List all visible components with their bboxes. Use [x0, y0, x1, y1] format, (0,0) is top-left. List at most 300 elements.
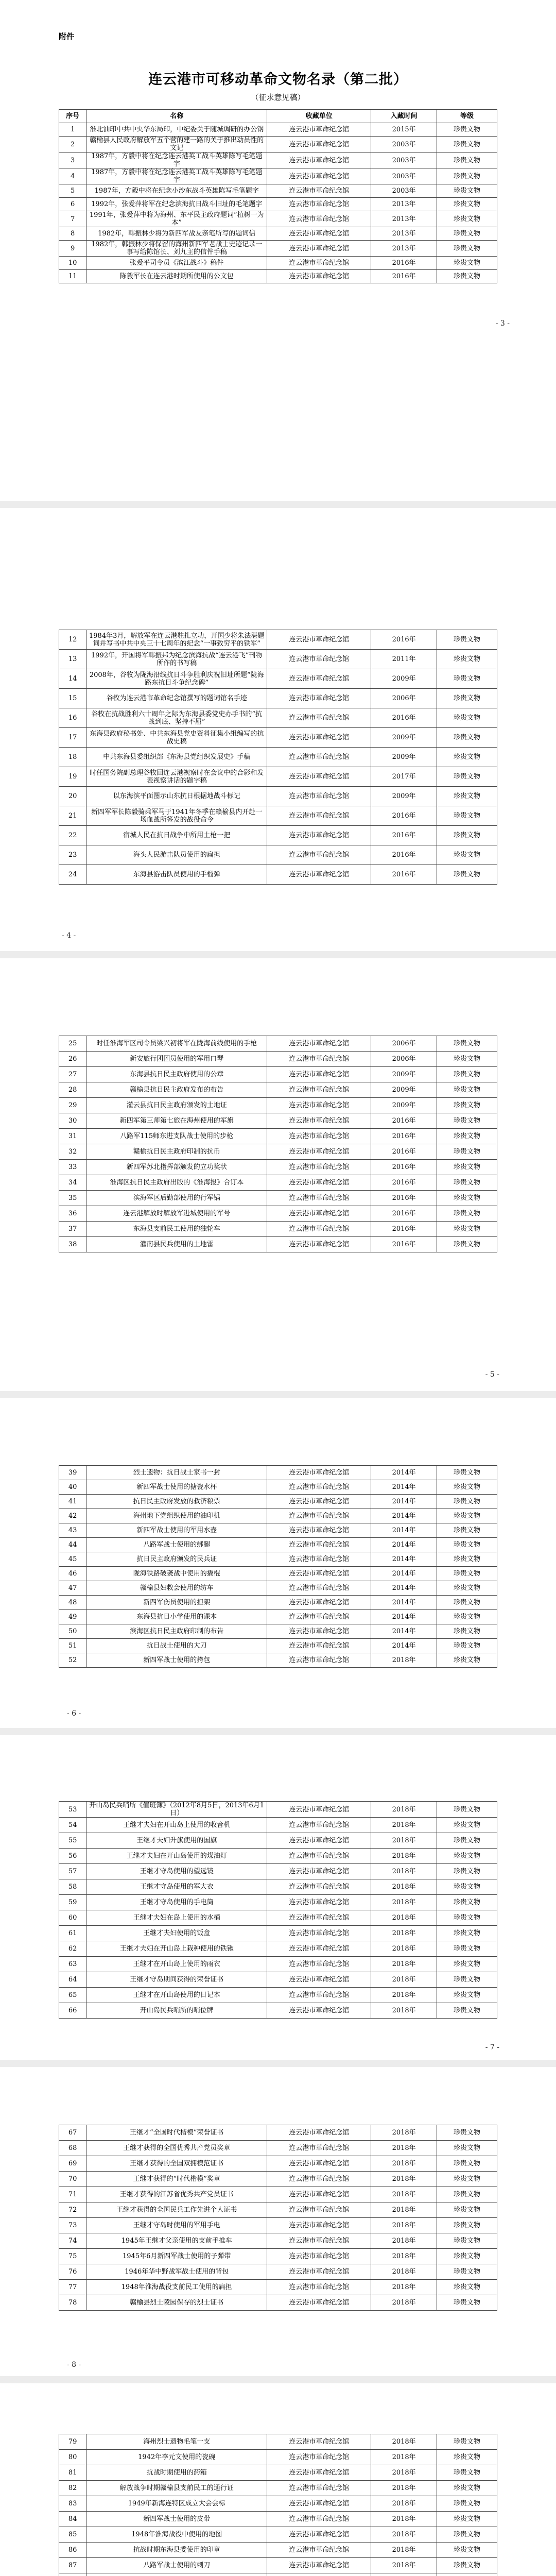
cell-name: 1982年，韩振林少将保留的海州新四军老战士史迹记录一事写给陈馆长、刘九主的信件手稿	[86, 241, 267, 257]
table-row	[59, 2172, 497, 2187]
table-row	[59, 1596, 497, 1610]
cell-name: 赣榆县人民政府解放军五个营的建一路的关于推出动员性的文记	[86, 137, 267, 152]
cell-unit: 连云港市革命纪念馆	[267, 1972, 371, 1988]
table-row	[59, 630, 497, 650]
table-row	[59, 2264, 497, 2280]
cell-name: 滨海军区后勤部使用的行军锅	[86, 1191, 267, 1206]
cell-grade: 珍贵文物	[437, 2125, 497, 2141]
cell-name: 抗日民主政府颁发的民兵证	[86, 1552, 267, 1567]
table-row	[59, 2156, 497, 2172]
table-row	[59, 1206, 497, 1222]
cell-year: 2018年	[371, 2125, 437, 2141]
cell-no: 18	[59, 748, 86, 767]
cell-no: 5	[59, 184, 86, 198]
cell-year: 2018年	[371, 1957, 437, 1972]
header-name: 名称	[86, 110, 267, 123]
table-row	[59, 1639, 497, 1653]
cell-unit: 连云港市革命纪念馆	[267, 1879, 371, 1895]
cell-year: 2009年	[371, 787, 437, 806]
cell-name: 新四军伤员使用的担架	[86, 1596, 267, 1610]
cell-unit: 连云港市革命纪念馆	[267, 1864, 371, 1879]
table-row	[59, 152, 497, 168]
cell-unit: 连云港市革命纪念馆	[267, 1818, 371, 1833]
cell-no: 38	[59, 1237, 86, 1252]
cell-grade: 珍贵文物	[437, 2496, 497, 2512]
table-row	[59, 1082, 497, 1098]
cell-grade: 珍贵文物	[437, 1818, 497, 1833]
cell-no: 75	[59, 2249, 86, 2264]
cell-grade: 珍贵文物	[437, 2264, 497, 2280]
cell-unit: 连云港市革命纪念馆	[267, 669, 371, 689]
cell-unit: 连云港市革命纪念馆	[267, 2481, 371, 2496]
cell-no: 72	[59, 2202, 86, 2218]
cell-name: 东海县游击队员使用的手榴弹	[86, 865, 267, 885]
cell-year: 2014年	[371, 1610, 437, 1624]
table-row	[59, 1036, 497, 1052]
cell-unit: 连云港市革命纪念馆	[267, 1833, 371, 1849]
document-subtitle: （征求意见稿）	[251, 93, 305, 102]
cell-unit: 连云港市革命纪念馆	[267, 270, 371, 283]
cell-no: 64	[59, 1972, 86, 1988]
cell-name: 烈士遗物：抗日战士家书一封	[86, 1466, 267, 1480]
cell-year: 2016年	[371, 1113, 437, 1129]
cell-year: 2016年	[371, 826, 437, 845]
cell-name: 1945年6月新四军战士使用的子弹带	[86, 2249, 267, 2264]
cell-name: 淮海区抗日民主政府出版的《淮海报》合订本	[86, 1175, 267, 1191]
cell-name: 新四军第三师第七旅在海州使用的军旗	[86, 1113, 267, 1129]
cell-grade: 珍贵文物	[437, 168, 497, 184]
cell-name: 海头人民游击队员使用的扁担	[86, 845, 267, 865]
relics-table	[59, 2125, 497, 2311]
cell-name: 新四军战士使用的搪瓷水杯	[86, 1480, 267, 1495]
cell-year: 2014年	[371, 1466, 437, 1480]
cell-name: 淮北油印中共中央华东局印，中纪委关于随城调研的办公钢	[86, 123, 267, 137]
cell-unit: 连云港市革命纪念馆	[267, 1910, 371, 1926]
table-row	[59, 1653, 497, 1668]
table-row	[59, 1552, 497, 1567]
cell-name: 新四军战士使用的军用水壶	[86, 1523, 267, 1538]
cell-unit: 连云港市革命纪念馆	[267, 227, 371, 241]
cell-year: 2003年	[371, 137, 437, 152]
table-row	[59, 1864, 497, 1879]
cell-name: 1949年新海连特区成立大会会标	[86, 2496, 267, 2512]
cell-grade: 珍贵文物	[437, 1596, 497, 1610]
cell-year: 2018年	[371, 1926, 437, 1941]
cell-grade: 珍贵文物	[437, 1113, 497, 1129]
cell-unit: 连云港市革命纪念馆	[267, 2141, 371, 2156]
cell-grade: 珍贵文物	[437, 2558, 497, 2573]
cell-name: 抗战时期使用的药箱	[86, 2465, 267, 2481]
cell-name: 东海县抗日小学使用的课本	[86, 1610, 267, 1624]
cell-unit: 连云港市革命纪念馆	[267, 2156, 371, 2172]
cell-unit: 连云港市革命纪念馆	[267, 1495, 371, 1509]
cell-grade: 珍贵文物	[437, 1879, 497, 1895]
cell-grade: 珍贵文物	[437, 1849, 497, 1864]
cell-no: 62	[59, 1941, 86, 1957]
table-row	[59, 2527, 497, 2543]
cell-no: 9	[59, 241, 86, 257]
cell-name: 海州烈士遗物毛笔一支	[86, 2434, 267, 2450]
cell-name: 灌云县抗日民主政府颁发的土地证	[86, 1098, 267, 1113]
cell-unit: 连云港市革命纪念馆	[267, 1552, 371, 1567]
cell-grade	[437, 2573, 497, 2576]
table-row	[59, 1067, 497, 1082]
cell-grade: 珍贵文物	[437, 1144, 497, 1160]
cell-year: 2014年	[371, 1567, 437, 1581]
cell-no: 84	[59, 2512, 86, 2527]
cell-name: 王继才守岛期间获得的荣誉证书	[86, 1972, 267, 1988]
table-row	[59, 767, 497, 787]
cell-no: 7	[59, 211, 86, 227]
cell-no: 35	[59, 1191, 86, 1206]
cell-unit: 连云港市革命纪念馆	[267, 1067, 371, 1082]
table-row	[59, 1509, 497, 1523]
table-row	[59, 123, 497, 137]
table-row	[59, 1972, 497, 1988]
table-row	[59, 2465, 497, 2481]
cell-unit: 连云港市革命纪念馆	[267, 708, 371, 728]
table-row	[59, 1879, 497, 1895]
cell-unit: 连云港市革命纪念馆	[267, 1052, 371, 1067]
cell-unit: 连云港市革命纪念馆	[267, 1129, 371, 1144]
cell-grade: 珍贵文物	[437, 2280, 497, 2295]
cell-unit: 连云港市革命纪念馆	[267, 1639, 371, 1653]
cell-name: 王继才守岛使用的军大衣	[86, 1879, 267, 1895]
cell-year: 2018年	[371, 1988, 437, 2003]
cell-no: 32	[59, 1144, 86, 1160]
table-row	[59, 1191, 497, 1206]
cell-grade: 珍贵文物	[437, 1036, 497, 1052]
cell-year: 2016年	[371, 708, 437, 728]
cell-no: 27	[59, 1067, 86, 1082]
cell-name: 新四军战士使用的挎包	[86, 1653, 267, 1668]
cell-year: 2009年	[371, 669, 437, 689]
cell-no: 54	[59, 1818, 86, 1833]
cell-name: 1987年，方毅中将在纪念小沙东战斗英雄陈写毛笔题字	[86, 184, 267, 198]
cell-grade: 珍贵文物	[437, 2218, 497, 2233]
cell-year: 2009年	[371, 1082, 437, 1098]
cell-grade: 珍贵文物	[437, 1129, 497, 1144]
table-row	[59, 1581, 497, 1596]
cell-unit: 连云港市革命纪念馆	[267, 2233, 371, 2249]
cell-unit: 连云港市革命纪念馆	[267, 630, 371, 650]
relics-table	[59, 1801, 497, 2019]
cell-no: 83	[59, 2496, 86, 2512]
cell-no: 48	[59, 1596, 86, 1610]
cell-year: 2013年	[371, 198, 437, 211]
cell-no: 16	[59, 708, 86, 728]
cell-unit: 连云港市革命纪念馆	[267, 826, 371, 845]
cell-name: 抗日战士使用的大刀	[86, 1639, 267, 1653]
cell-year	[371, 2573, 437, 2576]
cell-name: 1987年，方毅中将在纪念连云港英工战斗英雄陈写毛笔题字	[86, 152, 267, 168]
table-row	[59, 2434, 497, 2450]
cell-name: 1984年3月，解放军在连云港驻扎立功，开国少将朱法湛题词并写书中共中央三十七周年的纪念“一事致穷平的铁军”	[86, 630, 267, 650]
cell-name: 王继才获得的全国民兵工作先进个人证书	[86, 2202, 267, 2218]
cell-grade: 珍贵文物	[437, 1466, 497, 1480]
cell-unit: 连云港市革命纪念馆	[267, 2264, 371, 2280]
cell-name: 赣榆县妇救会使用的纺车	[86, 1581, 267, 1596]
relics-table	[59, 1465, 497, 1668]
cell-unit: 连云港市革命纪念馆	[267, 137, 371, 152]
cell-no: 85	[59, 2527, 86, 2543]
cell-year: 2016年	[371, 1144, 437, 1160]
cell-name: 东海县抗日民主政府使用的公章	[86, 1067, 267, 1082]
cell-name: 1992年，开国将军韩振邦为纪念滨海抗战“连云港飞”刊物所作的书写稿	[86, 650, 267, 669]
cell-no: 50	[59, 1624, 86, 1639]
cell-grade: 珍贵文物	[437, 1610, 497, 1624]
cell-unit: 连云港市革命纪念馆	[267, 865, 371, 885]
table-row	[59, 2573, 497, 2576]
cell-year: 2013年	[371, 227, 437, 241]
page-6	[0, 2067, 556, 2376]
cell-no: 11	[59, 270, 86, 283]
cell-no: 51	[59, 1639, 86, 1653]
table-row	[59, 168, 497, 184]
cell-grade: 珍贵文物	[437, 1237, 497, 1252]
table-row	[59, 2280, 497, 2295]
cell-no: 34	[59, 1175, 86, 1191]
cell-year: 2014年	[371, 1523, 437, 1538]
cell-no: 39	[59, 1466, 86, 1480]
cell-year: 2018年	[371, 2280, 437, 2295]
cell-grade: 珍贵文物	[437, 184, 497, 198]
cell-unit: 连云港市革命纪念馆	[267, 1113, 371, 1129]
table-header-row	[59, 110, 497, 123]
cell-name: 王继才夫妇在开山岛使用的煤油灯	[86, 1849, 267, 1864]
cell-unit: 连云港市革命纪念馆	[267, 650, 371, 669]
table-row	[59, 184, 497, 198]
cell-unit: 连云港市革命纪念馆	[267, 2527, 371, 2543]
cell-unit: 连云港市革命纪念馆	[267, 1653, 371, 1668]
cell-name: 陇海铁路破袭战中使用的撬棍	[86, 1567, 267, 1581]
cell-no: 76	[59, 2264, 86, 2280]
cell-grade: 珍贵文物	[437, 728, 497, 748]
cell-year: 2016年	[371, 630, 437, 650]
cell-unit: 连云港市革命纪念馆	[267, 2187, 371, 2202]
cell-year: 2013年	[371, 241, 437, 257]
document-title: 连云港市可移动革命文物名录（第二批）	[148, 72, 408, 88]
cell-name: 王继才夫妇升旗使用的国旗	[86, 1833, 267, 1849]
table-row	[59, 1113, 497, 1129]
table-row	[59, 2218, 497, 2233]
cell-name: 王继才守岛时使用的军用手电	[86, 2218, 267, 2233]
cell-grade: 珍贵文物	[437, 1581, 497, 1596]
page-number: - 4 -	[62, 931, 76, 940]
cell-no: 69	[59, 2156, 86, 2172]
cell-name: 1991年，张爱萍中将为海州、东平民主政府题词“植树一为本”	[86, 211, 267, 227]
cell-name: 王继才在开山岛使用的日记本	[86, 1988, 267, 2003]
cell-year: 2014年	[371, 1639, 437, 1653]
table-row	[59, 2003, 497, 2019]
cell-no: 30	[59, 1113, 86, 1129]
cell-grade: 珍贵文物	[437, 1191, 497, 1206]
cell-name: 谷牧为连云港市革命纪念馆撰写的题词馆名手迹	[86, 689, 267, 708]
cell-no: 33	[59, 1160, 86, 1175]
cell-grade: 珍贵文物	[437, 1802, 497, 1818]
table-row	[59, 826, 497, 845]
attachment-label: 附件	[59, 32, 75, 41]
cell-year: 2006年	[371, 1052, 437, 1067]
cell-no: 73	[59, 2218, 86, 2233]
cell-name: 赣榆县烈士陵园保存的烈士证书	[86, 2295, 267, 2311]
cell-no: 22	[59, 826, 86, 845]
cell-year: 2014年	[371, 1552, 437, 1567]
cell-grade: 珍贵文物	[437, 1988, 497, 2003]
table-row	[59, 1052, 497, 1067]
cell-unit: 连云港市革命纪念馆	[267, 2003, 371, 2019]
cell-grade: 珍贵文物	[437, 669, 497, 689]
cell-name: 张爱平司令员《滨江战斗》稿件	[86, 257, 267, 270]
cell-unit: 连云港市革命纪念馆	[267, 1523, 371, 1538]
table-row	[59, 1129, 497, 1144]
cell-grade: 珍贵文物	[437, 650, 497, 669]
table-row	[59, 2496, 497, 2512]
cell-name: 海州地下党组织使用的油印机	[86, 1509, 267, 1523]
cell-grade: 珍贵文物	[437, 2527, 497, 2543]
cell-unit: 连云港市革命纪念馆	[267, 1175, 371, 1191]
cell-year: 2016年	[371, 865, 437, 885]
cell-unit: 连云港市革命纪念馆	[267, 1624, 371, 1639]
cell-no: 28	[59, 1082, 86, 1098]
cell-name: 1948年淮海战役支前民工使用的扁担	[86, 2280, 267, 2295]
table-row	[59, 2450, 497, 2465]
cell-grade: 珍贵文物	[437, 1864, 497, 1879]
table-row	[59, 1849, 497, 1864]
cell-grade: 珍贵文物	[437, 1175, 497, 1191]
cell-no: 47	[59, 1581, 86, 1596]
cell-no: 87	[59, 2558, 86, 2573]
cell-grade: 珍贵文物	[437, 2172, 497, 2187]
table-row	[59, 2141, 497, 2156]
cell-year: 2003年	[371, 168, 437, 184]
cell-name: 赣榆抗日民主政府印制的抗币	[86, 1144, 267, 1160]
cell-no: 77	[59, 2280, 86, 2295]
table-row	[59, 1523, 497, 1538]
cell-no: 2	[59, 137, 86, 152]
cell-unit: 连云港市革命纪念馆	[267, 1538, 371, 1552]
page-number: - 8 -	[67, 2361, 81, 2369]
cell-year: 2018年	[371, 1895, 437, 1910]
cell-year: 2018年	[371, 2543, 437, 2558]
cell-unit: 连云港市革命纪念馆	[267, 1957, 371, 1972]
cell-year: 2018年	[371, 1941, 437, 1957]
table-row	[59, 1895, 497, 1910]
cell-name: 王继才获得的全国双拥模范证书	[86, 2156, 267, 2172]
cell-grade: 珍贵文物	[437, 2434, 497, 2450]
table-row	[59, 137, 497, 152]
cell-name: 中共东海县委组织部《东海县党组织发展史》手稿	[86, 748, 267, 767]
table-row	[59, 1957, 497, 1972]
cell-year: 2013年	[371, 211, 437, 227]
table-row	[59, 1818, 497, 1833]
cell-year: 2018年	[371, 1833, 437, 1849]
table-row	[59, 650, 497, 669]
table-row	[59, 1624, 497, 1639]
cell-name: 1942年李元文使用的瓷碗	[86, 2450, 267, 2465]
cell-no: 65	[59, 1988, 86, 2003]
table-row	[59, 257, 497, 270]
table-row	[59, 1926, 497, 1941]
cell-year: 2018年	[371, 2233, 437, 2249]
cell-no: 74	[59, 2233, 86, 2249]
page-4	[0, 1398, 556, 1728]
cell-year: 2018年	[371, 2202, 437, 2218]
cell-grade: 珍贵文物	[437, 1538, 497, 1552]
cell-unit: 连云港市革命纪念馆	[267, 2450, 371, 2465]
cell-grade: 珍贵文物	[437, 2465, 497, 2481]
header-unit: 收藏单位	[267, 110, 371, 123]
cell-no: 60	[59, 1910, 86, 1926]
cell-year: 2016年	[371, 1206, 437, 1222]
table-row	[59, 1098, 497, 1113]
cell-unit: 连云港市革命纪念馆	[267, 1895, 371, 1910]
cell-name: 开山岛民兵哨所的哨位牌	[86, 2003, 267, 2019]
table-row	[59, 806, 497, 826]
cell-year: 2011年	[371, 650, 437, 669]
cell-grade: 珍贵文物	[437, 2141, 497, 2156]
cell-year: 2018年	[371, 2218, 437, 2233]
cell-name: 王继才在开山岛上使用的雨衣	[86, 1957, 267, 1972]
cell-unit: 连云港市革命纪念馆	[267, 1206, 371, 1222]
cell-grade: 珍贵文物	[437, 1052, 497, 1067]
cell-no: 81	[59, 2465, 86, 2481]
cell-name: 1948年淮海战役中使用的地图	[86, 2527, 267, 2543]
cell-no: 86	[59, 2543, 86, 2558]
cell-grade: 珍贵文物	[437, 1098, 497, 1113]
cell-year: 2014年	[371, 1581, 437, 1596]
cell-grade: 珍贵文物	[437, 1495, 497, 1509]
cell-no: 12	[59, 630, 86, 650]
cell-no: 70	[59, 2172, 86, 2187]
cell-no: 55	[59, 1833, 86, 1849]
cell-unit: 连云港市革命纪念馆	[267, 2496, 371, 2512]
cell-name: 开山岛民兵哨所《值班簿》（2012年8月5日，2013年6月1日）	[86, 1802, 267, 1818]
cell-no: 67	[59, 2125, 86, 2141]
cell-name: 时任国务院副总理谷牧回连云港视察时在会议中的合影和发表视察讲话的题字稿	[86, 767, 267, 787]
cell-no: 45	[59, 1552, 86, 1567]
cell-no: 31	[59, 1129, 86, 1144]
cell-year: 2018年	[371, 2434, 437, 2450]
cell-no: 63	[59, 1957, 86, 1972]
cell-grade: 珍贵文物	[437, 152, 497, 168]
cell-no: 78	[59, 2295, 86, 2311]
cell-grade: 珍贵文物	[437, 270, 497, 283]
cell-unit: 连云港市革命纪念馆	[267, 2218, 371, 2233]
cell-no: 49	[59, 1610, 86, 1624]
cell-grade: 珍贵文物	[437, 227, 497, 241]
cell-year: 2016年	[371, 1129, 437, 1144]
cell-year: 2018年	[371, 2295, 437, 2311]
page-5	[0, 1735, 556, 2060]
cell-no: 42	[59, 1509, 86, 1523]
cell-name: 解放战争时期赣榆县支前民工的通行证	[86, 2481, 267, 2496]
cell-grade: 珍贵文物	[437, 257, 497, 270]
cell-unit: 连云港市革命纪念馆	[267, 1596, 371, 1610]
cell-grade: 珍贵文物	[437, 748, 497, 767]
cell-no: 26	[59, 1052, 86, 1067]
page-number: - 7 -	[485, 2043, 499, 2052]
table-row	[59, 865, 497, 885]
cell-year: 2003年	[371, 184, 437, 198]
cell-year: 2018年	[371, 2249, 437, 2264]
cell-name: 王继才守岛使用的手电筒	[86, 1895, 267, 1910]
cell-unit: 连云港市革命纪念馆	[267, 1160, 371, 1175]
cell-year: 2018年	[371, 1849, 437, 1864]
cell-name: 谷牧在抗战胜利六十周年之际为东海县委党史办手书的“抗战到底、坚持不屈”	[86, 708, 267, 728]
table-row	[59, 2295, 497, 2311]
cell-unit: 连云港市革命纪念馆	[267, 767, 371, 787]
